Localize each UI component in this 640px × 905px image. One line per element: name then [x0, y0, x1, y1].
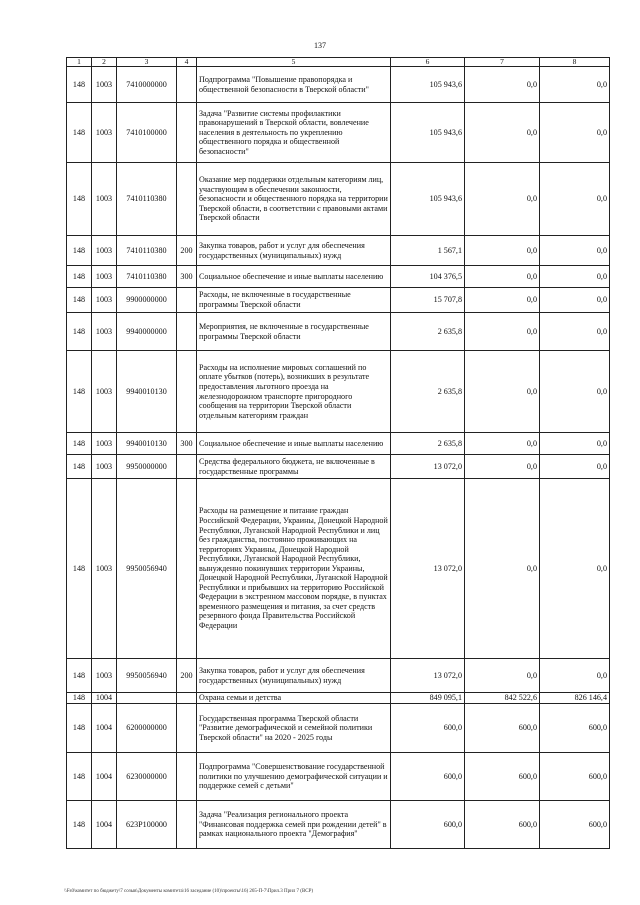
cell-amount-col7: 600,0: [465, 801, 540, 849]
cell-amount-col8: 0,0: [540, 433, 610, 455]
cell-amount-col6: 105 943,6: [391, 67, 465, 103]
cell-amount-col8: 600,0: [540, 801, 610, 849]
cell-amount-col7: 0,0: [465, 163, 540, 236]
cell-amount-col8: 600,0: [540, 704, 610, 753]
cell-section-code: 1003: [92, 455, 117, 479]
cell-amount-col7: 0,0: [465, 236, 540, 266]
cell-target-code: 9950056940: [117, 479, 177, 659]
cell-expense-type: 200: [177, 236, 197, 266]
cell-description: Расходы на исполнение мировых соглашений по оплате убытков (потерь), возникших в результате предоставления льготного проезда на железнодорожном транспорте пригородного сообщения на территории Тверской области отдельным категориям граждан: [197, 351, 391, 433]
cell-admin-code: 148: [67, 753, 92, 801]
cell-description: Оказание мер поддержки отдельным категориям лиц, участвующим в обеспечении законности, безопасности и общественного порядка на территории Тверской области, в соответствии с правовыми актами Тверской области: [197, 163, 391, 236]
cell-admin-code: 148: [67, 801, 92, 849]
cell-expense-type: [177, 67, 197, 103]
cell-description: Государственная программа Тверской области "Развитие демографической и семейной политики Тверской области" на 2020 - 2025 годы: [197, 704, 391, 753]
cell-amount-col6: 105 943,6: [391, 163, 465, 236]
cell-target-code: [117, 693, 177, 704]
table-row: [67, 693, 610, 704]
cell-description: Закупка товаров, работ и услуг для обеспечения государственных (муниципальных) нужд: [197, 659, 391, 693]
table-row: [67, 753, 610, 801]
header-col-2: 2: [92, 58, 117, 67]
cell-target-code: 9940010130: [117, 433, 177, 455]
cell-amount-col8: 826 146,4: [540, 693, 610, 704]
table-row: [67, 67, 610, 103]
cell-amount-col7: 842 522,6: [465, 693, 540, 704]
cell-amount-col6: 849 095,1: [391, 693, 465, 704]
cell-target-code: 9940010130: [117, 351, 177, 433]
cell-amount-col6: 600,0: [391, 704, 465, 753]
cell-amount-col6: 600,0: [391, 753, 465, 801]
cell-admin-code: 148: [67, 67, 92, 103]
cell-description: Мероприятия, не включенные в государственные программы Тверской области: [197, 313, 391, 351]
header-col-7: 7: [465, 58, 540, 67]
cell-expense-type: [177, 103, 197, 163]
cell-amount-col6: 105 943,6: [391, 103, 465, 163]
table-row: [67, 455, 610, 479]
cell-description: Закупка товаров, работ и услуг для обеспечения государственных (муниципальных) нужд: [197, 236, 391, 266]
header-col-8: 8: [540, 58, 610, 67]
cell-expense-type: 300: [177, 433, 197, 455]
footer-file-path: \\Fs0\комитет по бюджету\7 созыв\Документы комитета\16 заседание (10)\проекты\16) 265-П-7\Прил.3 Прил 7 (ВСР): [64, 889, 314, 894]
cell-target-code: 6230000000: [117, 753, 177, 801]
cell-amount-col7: 600,0: [465, 753, 540, 801]
table-row: [67, 659, 610, 693]
cell-expense-type: 300: [177, 266, 197, 288]
cell-section-code: 1003: [92, 433, 117, 455]
cell-admin-code: 148: [67, 103, 92, 163]
cell-target-code: 7410100000: [117, 103, 177, 163]
cell-amount-col7: 0,0: [465, 288, 540, 313]
cell-section-code: 1004: [92, 801, 117, 849]
cell-amount-col7: 600,0: [465, 704, 540, 753]
cell-section-code: 1003: [92, 103, 117, 163]
table-row: [67, 236, 610, 266]
cell-description: Расходы на размещение и питание граждан Российской Федерации, Украины, Донецкой Народной Республики, Луганской Народной Республики и лиц без гражданства, постоянно проживающих на территориях Украины, Донецкой Народной Республики, Луганской Народной Республики, вынужденно покинувших территории Украины, Донецкой Народной Республики, Луганской Народной Республики и прибывших на территорию Российской Федерации в экстренном массовом порядке, в пунктах временного размещения и питания, за счет средств резервного фонда Правительства Российской Федерации: [197, 479, 391, 659]
cell-section-code: 1003: [92, 163, 117, 236]
cell-expense-type: [177, 288, 197, 313]
cell-section-code: 1003: [92, 351, 117, 433]
cell-amount-col8: 0,0: [540, 479, 610, 659]
cell-amount-col6: 13 072,0: [391, 659, 465, 693]
cell-expense-type: [177, 479, 197, 659]
cell-description: Задача "Реализация регионального проекта "Финансовая поддержка семей при рождении детей" в рамках национального проекта "Демография": [197, 801, 391, 849]
cell-description: Задача "Развитие системы профилактики правонарушений в Тверской области, вовлечение населения в деятельность по укреплению общественного порядка и общественной безопасности": [197, 103, 391, 163]
cell-amount-col6: 13 072,0: [391, 455, 465, 479]
cell-amount-col7: 0,0: [465, 266, 540, 288]
cell-admin-code: 148: [67, 433, 92, 455]
cell-amount-col6: 15 707,8: [391, 288, 465, 313]
header-row: [67, 58, 610, 67]
cell-section-code: 1003: [92, 288, 117, 313]
cell-expense-type: [177, 801, 197, 849]
cell-amount-col7: 0,0: [465, 433, 540, 455]
cell-section-code: 1004: [92, 753, 117, 801]
cell-expense-type: [177, 351, 197, 433]
table-row: [67, 479, 610, 659]
cell-amount-col6: 13 072,0: [391, 479, 465, 659]
cell-target-code: 7410110380: [117, 163, 177, 236]
cell-amount-col8: 0,0: [540, 163, 610, 236]
cell-admin-code: 148: [67, 455, 92, 479]
cell-amount-col8: 0,0: [540, 313, 610, 351]
cell-expense-type: [177, 693, 197, 704]
header-col-6: 6: [391, 58, 465, 67]
table-row: [67, 433, 610, 455]
cell-amount-col8: 0,0: [540, 103, 610, 163]
cell-section-code: 1004: [92, 704, 117, 753]
cell-amount-col8: 0,0: [540, 288, 610, 313]
cell-amount-col6: 1 567,1: [391, 236, 465, 266]
header-col-5: 5: [197, 58, 391, 67]
cell-amount-col7: 0,0: [465, 659, 540, 693]
cell-admin-code: 148: [67, 163, 92, 236]
cell-amount-col6: 600,0: [391, 801, 465, 849]
cell-amount-col8: 600,0: [540, 753, 610, 801]
cell-description: Социальное обеспечение и иные выплаты населению: [197, 266, 391, 288]
cell-admin-code: 148: [67, 351, 92, 433]
cell-section-code: 1003: [92, 236, 117, 266]
cell-amount-col8: 0,0: [540, 236, 610, 266]
cell-admin-code: 148: [67, 313, 92, 351]
cell-admin-code: 148: [67, 236, 92, 266]
page-number: 137: [314, 41, 326, 50]
table-row: [67, 103, 610, 163]
cell-admin-code: 148: [67, 479, 92, 659]
cell-section-code: 1003: [92, 659, 117, 693]
cell-amount-col7: 0,0: [465, 313, 540, 351]
cell-expense-type: [177, 163, 197, 236]
header-col-1: 1: [67, 58, 92, 67]
cell-amount-col7: 0,0: [465, 351, 540, 433]
cell-amount-col8: 0,0: [540, 266, 610, 288]
cell-description: Средства федерального бюджета, не включенные в государственные программы: [197, 455, 391, 479]
cell-target-code: 623P100000: [117, 801, 177, 849]
cell-target-code: 9900000000: [117, 288, 177, 313]
table-row: [67, 288, 610, 313]
cell-description: Расходы, не включенные в государственные программы Тверской области: [197, 288, 391, 313]
cell-amount-col6: 2 635,8: [391, 433, 465, 455]
cell-section-code: 1003: [92, 479, 117, 659]
table-row: [67, 313, 610, 351]
table-row: [67, 704, 610, 753]
cell-target-code: 6200000000: [117, 704, 177, 753]
cell-amount-col8: 0,0: [540, 455, 610, 479]
cell-admin-code: 148: [67, 288, 92, 313]
cell-target-code: 9940000000: [117, 313, 177, 351]
cell-expense-type: 200: [177, 659, 197, 693]
cell-target-code: 7410110380: [117, 236, 177, 266]
budget-table: [66, 57, 610, 849]
cell-amount-col6: 2 635,8: [391, 351, 465, 433]
cell-amount-col7: 0,0: [465, 455, 540, 479]
cell-target-code: 9950000000: [117, 455, 177, 479]
cell-amount-col7: 0,0: [465, 479, 540, 659]
cell-amount-col6: 2 635,8: [391, 313, 465, 351]
header-col-4: 4: [177, 58, 197, 67]
table-row: [67, 801, 610, 849]
table-row: [67, 266, 610, 288]
cell-amount-col7: 0,0: [465, 103, 540, 163]
cell-section-code: 1003: [92, 313, 117, 351]
cell-section-code: 1004: [92, 693, 117, 704]
table-row: [67, 163, 610, 236]
cell-section-code: 1003: [92, 67, 117, 103]
cell-expense-type: [177, 704, 197, 753]
cell-admin-code: 148: [67, 659, 92, 693]
cell-amount-col6: 104 376,5: [391, 266, 465, 288]
cell-amount-col7: 0,0: [465, 67, 540, 103]
cell-target-code: 7410000000: [117, 67, 177, 103]
cell-description: Охрана семьи и детства: [197, 693, 391, 704]
cell-section-code: 1003: [92, 266, 117, 288]
cell-description: Подпрограмма "Совершенствование государственной политики по улучшению демографической ситуации и поддержке семей с детьми": [197, 753, 391, 801]
cell-admin-code: 148: [67, 266, 92, 288]
cell-expense-type: [177, 753, 197, 801]
cell-admin-code: 148: [67, 693, 92, 704]
cell-amount-col8: 0,0: [540, 67, 610, 103]
cell-expense-type: [177, 455, 197, 479]
table-row: [67, 351, 610, 433]
cell-target-code: 9950056940: [117, 659, 177, 693]
cell-amount-col8: 0,0: [540, 351, 610, 433]
cell-admin-code: 148: [67, 704, 92, 753]
cell-amount-col8: 0,0: [540, 659, 610, 693]
header-col-3: 3: [117, 58, 177, 67]
cell-target-code: 7410110380: [117, 266, 177, 288]
cell-expense-type: [177, 313, 197, 351]
cell-description: Подпрограмма "Повышение правопорядка и общественной безопасности в Тверской области": [197, 67, 391, 103]
cell-description: Социальное обеспечение и иные выплаты населению: [197, 433, 391, 455]
